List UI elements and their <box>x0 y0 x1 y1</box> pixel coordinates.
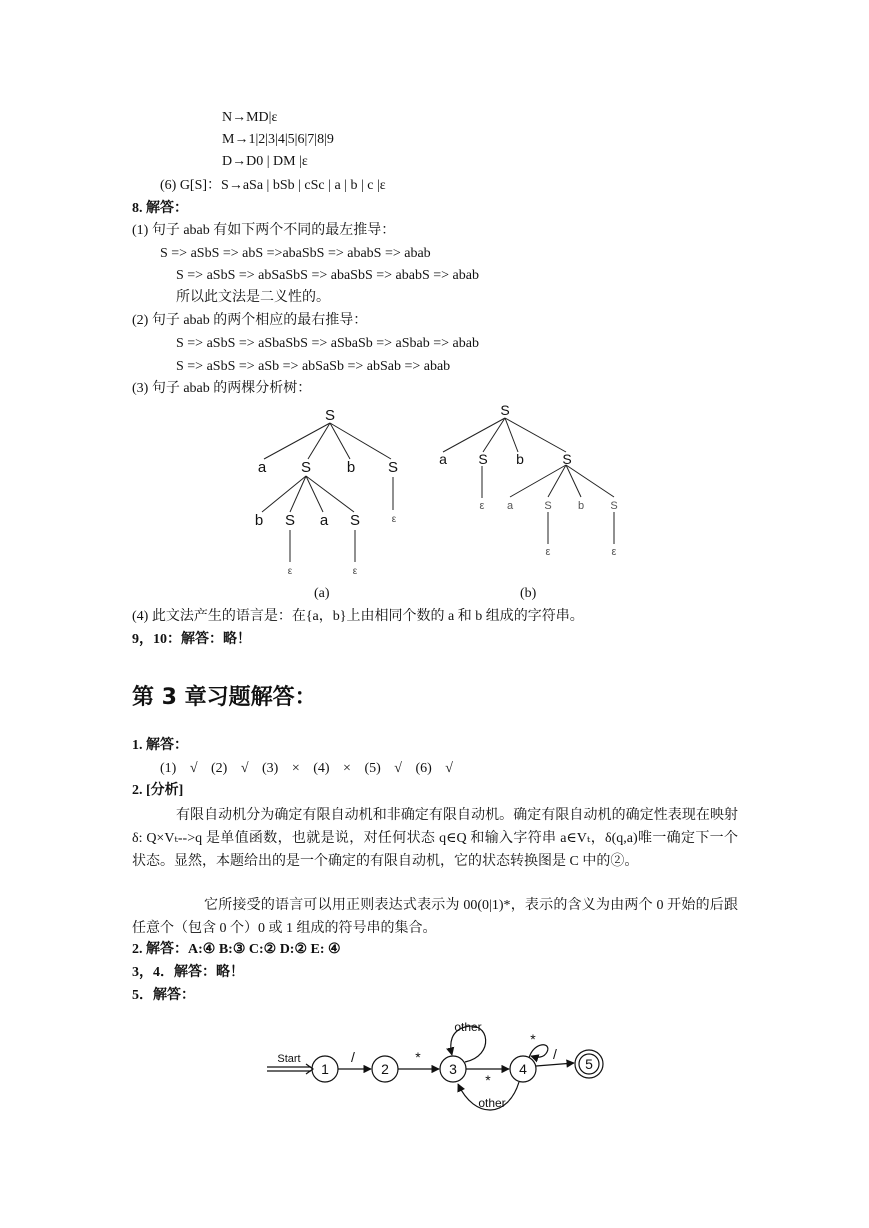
leftmost-derivation-2: S => aSbS => abSaSbS => abaSbS => ababS => abab <box>176 268 479 283</box>
c3-q2-heading: 2. [分析] <box>132 783 184 798</box>
rightmost-derivation-2: S => aSbS => aSb => abSaSb => abSab => abab <box>176 359 451 374</box>
tree-b-node: b <box>577 500 585 512</box>
state-2-label: 2 <box>381 1061 389 1077</box>
tree-b-node: S <box>610 500 618 512</box>
q9-10-answer: 9，10：解答：略！ <box>132 632 251 647</box>
tree-a-root: S <box>324 407 336 424</box>
q8-part3: (3) 句子 abab 的两棵分析树： <box>132 381 312 396</box>
tree-a-node: b <box>254 512 264 529</box>
start-label: Start <box>277 1053 301 1065</box>
tree-b-epsilon: ε <box>479 500 485 512</box>
tree-a-node: a <box>319 512 329 529</box>
tree-b-caption: (b) <box>520 586 537 601</box>
edge-4-5-label: / <box>553 1046 557 1062</box>
loop-3-label: other <box>454 1020 482 1034</box>
grammar-line-6: (6) G[S]：S→aSa | bSb | cSc | a | b | c |ε <box>160 178 386 193</box>
grammar-line-d: D→D0 | DM |ε <box>222 154 308 169</box>
ambiguity-conclusion: 所以此文法是二义性的。 <box>176 290 330 305</box>
tree-a-edges <box>262 423 393 562</box>
grammar-line-n: N→MD|ε <box>222 110 278 125</box>
tree-a-epsilon: ε <box>391 514 397 525</box>
q8-part4: (4) 此文法产生的语言是：在{a，b}上由相同个数的 a 和 b 组成的字符串。 <box>132 609 584 624</box>
edge-4-5 <box>536 1063 574 1066</box>
c3-q2-paragraph-2: 它所接受的语言可以用正则表达式表示为 00(0|1)*，表示的含义为由两个 0 开始的后跟任意个（包含 0 个）0 或 1 组成的符号串的集合。 <box>132 898 738 936</box>
tree-b-node: S <box>478 451 488 467</box>
state-5-label: 5 <box>585 1056 593 1072</box>
state-3-label: 3 <box>449 1061 457 1077</box>
tree-b-edges <box>443 418 614 544</box>
c3-q3-4-answer: 3，4．解答：略！ <box>132 965 244 980</box>
tree-b-node: a <box>439 451 447 467</box>
tree-b-node: S <box>562 451 572 467</box>
q8-part1: (1) 句子 abab 有如下两个不同的最左推导： <box>132 223 396 238</box>
rightmost-derivation-1: S => aSbS => aSbaSbS => aSbaSb => aSbab => abab <box>176 336 479 351</box>
q8-part2: (2) 句子 abab 的两个相应的最右推导： <box>132 313 368 328</box>
tree-b-node: a <box>506 500 514 512</box>
tree-a-node: S <box>284 512 296 529</box>
edge-2-3-label: * <box>415 1049 421 1065</box>
q8-heading: 8. 解答： <box>132 201 188 216</box>
tree-b-node: b <box>516 451 524 467</box>
tree-a-node: a <box>257 459 267 476</box>
edge-3-4-label: * <box>485 1072 491 1088</box>
state-4-label: 4 <box>519 1061 527 1077</box>
tree-a-node: S <box>349 512 361 529</box>
tree-a-epsilon: ε <box>352 566 358 577</box>
c3-q2-paragraph-1: 有限自动机分为确定有限自动机和非确定有限自动机。确定有限自动机的确定性表现在映射δ: Q×Vₜ-->q 是单值函数，也就是说，对任何状态 q∈Q 和输入字符串 a∈Vₜ，δ(q,a)唯一确定下一个状态。显然，本题给出的是一个确定的有限自动机，它的状态转换图是 C 中的②。 <box>132 808 738 869</box>
tree-a-node: S <box>300 459 312 476</box>
leftmost-derivation-1: S => aSbS => abS =>abaSbS => ababS => abab <box>160 246 431 261</box>
edge-4-3-label: other <box>478 1096 506 1110</box>
edge-1-2-label: / <box>351 1049 355 1065</box>
state-1-label: 1 <box>321 1061 329 1077</box>
chapter-title: 第 3 章习题解答： <box>132 685 317 710</box>
tree-b-root: S <box>500 402 510 418</box>
tree-a-node: S <box>387 459 399 476</box>
grammar-line-m: M→1|2|3|4|5|6|7|8|9 <box>222 132 334 147</box>
tree-a-node: b <box>346 459 356 476</box>
loop-4-label: * <box>530 1031 536 1047</box>
c3-q1-heading: 1. 解答： <box>132 738 188 753</box>
tree-a-caption: (a) <box>314 586 330 601</box>
tree-b-node: S <box>544 500 552 512</box>
tree-a-epsilon: ε <box>287 566 293 577</box>
tree-b-epsilon: ε <box>611 546 617 558</box>
c3-q2-answer: 2. 解答：A:④ B:③ C:② D:② E: ④ <box>132 942 341 957</box>
state-transition-diagram <box>0 1000 869 1140</box>
tree-b-epsilon: ε <box>545 546 551 558</box>
c3-q5-heading: 5．解答： <box>132 988 195 1003</box>
c3-q1-answers: (1) √ (2) √ (3) × (4) × (5) √ (6) √ <box>160 761 453 776</box>
